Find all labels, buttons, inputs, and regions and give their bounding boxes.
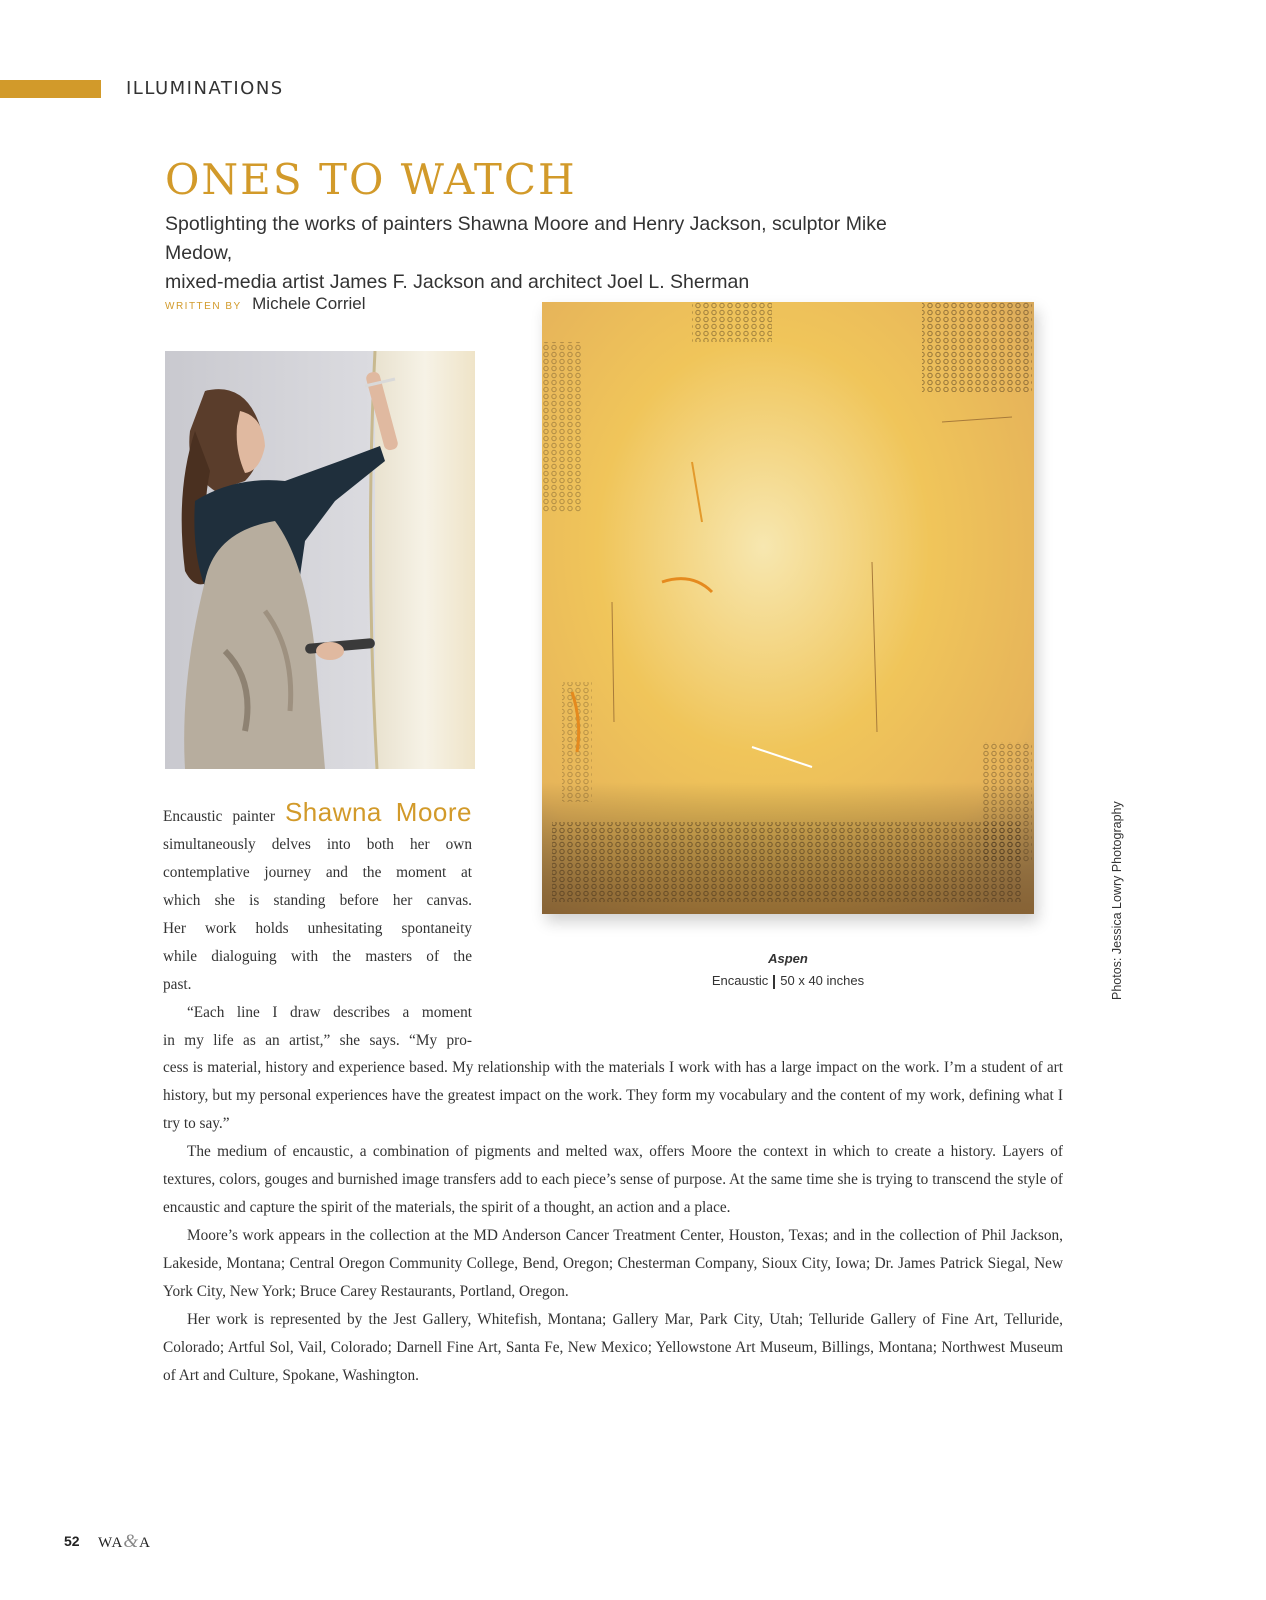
subtitle-line-2: mixed-media artist James F. Jackson and architect Joel L. Sherman [165,271,750,293]
encaustic-painting-illustration [542,302,1034,914]
intro-line: contemplative journey and the moment at [163,864,472,881]
intro-line: simultaneously delves into both her own [163,836,472,853]
byline [165,294,366,314]
byline-author: Michele Corriel [252,294,366,313]
painting-aspen-image [542,302,1034,914]
artwork-medium: Encaustic [711,973,769,988]
quote-continuation: cess is material, history and experience based. My relationship with the materials I work with has a large impact on the work. I’m a student of art history, but my personal experiences have the greatest impact on the work. They form my vocabulary and the content of my work, defining what I try to say.” [163,1059,1063,1132]
logo-left: WA [98,1535,124,1551]
caption-separator [773,975,775,989]
subtitle-line-1: Spotlighting the works of painters Shawna Moore and Henry Jackson, sculptor Mike Medow, [165,213,887,264]
quote-line: in my life as an artist,” she says. “My pro- [163,1032,472,1049]
section-accent-bar [0,80,101,98]
artist-name: Shawna Moore [284,797,472,827]
photo-credit: Photos: Jessica Lowry Photography [1110,801,1124,1000]
intro-lead: Encaustic painter [163,808,275,825]
quote-line: “Each line I draw describes a moment [187,1004,472,1021]
article-body [163,1054,1063,1390]
paragraph-collections: Moore’s work appears in the collection at the MD Anderson Cancer Treatment Center, Houston, Texas; and in the collection of Phil Jackson, Lakeside, Montana; Central Oregon Community College, Bend, Oregon; Chesterman Company, Sioux City, Iowa; Dr. James Patrick Siegal, New York City, New York; Bruce Carey Restaurants, Portland, Oregon. [163,1227,1063,1300]
logo-right: A [139,1535,151,1551]
artwork-title: Aspen [768,951,808,966]
artist-portrait-photo [165,351,475,769]
page-number: 52 [64,1533,80,1549]
byline-label: WRITTEN BY [165,301,242,312]
artist-portrait-illustration [165,351,475,769]
intro-line: past. [163,976,192,993]
paragraph-medium: The medium of encaustic, a combination of pigments and melted wax, offers Moore the context in which to create a history. Layers of textures, colors, gouges and burnished image transfers add to each piece’s sense of purpose. At the same time she is trying to transcend the style of encaustic and capture the spirit of the materials, the spirit of a thought, an action and a place. [163,1143,1063,1216]
page-subtitle [165,210,925,297]
magazine-logo [98,1531,151,1553]
paragraph-galleries: Her work is represented by the Jest Gallery, Whitefish, Montana; Gallery Mar, Park City, Utah; Telluride Gallery of Fine Art, Telluride, Colorado; Artful Sol, Vail, Colorado; Darnell Fine Art, Santa Fe, New Mexico; Yellowstone Art Museum, Billings, Montana; Northwest Museum of Art and Culture, Spokane, Washington. [163,1311,1063,1384]
intro-column [163,798,472,1055]
intro-line: while dialoguing with the masters of the [163,948,472,965]
artwork-caption [542,948,1034,992]
section-label: ILLUMINATIONS [126,78,284,99]
intro-first-line [163,798,472,831]
intro-line: Her work holds unhesitating spontaneity [163,920,472,937]
artwork-dimensions: 50 x 40 inches [780,973,865,988]
logo-ampersand: & [123,1531,140,1552]
page-title: ONES TO WATCH [165,155,577,204]
intro-line: which she is standing before her canvas. [163,892,472,909]
